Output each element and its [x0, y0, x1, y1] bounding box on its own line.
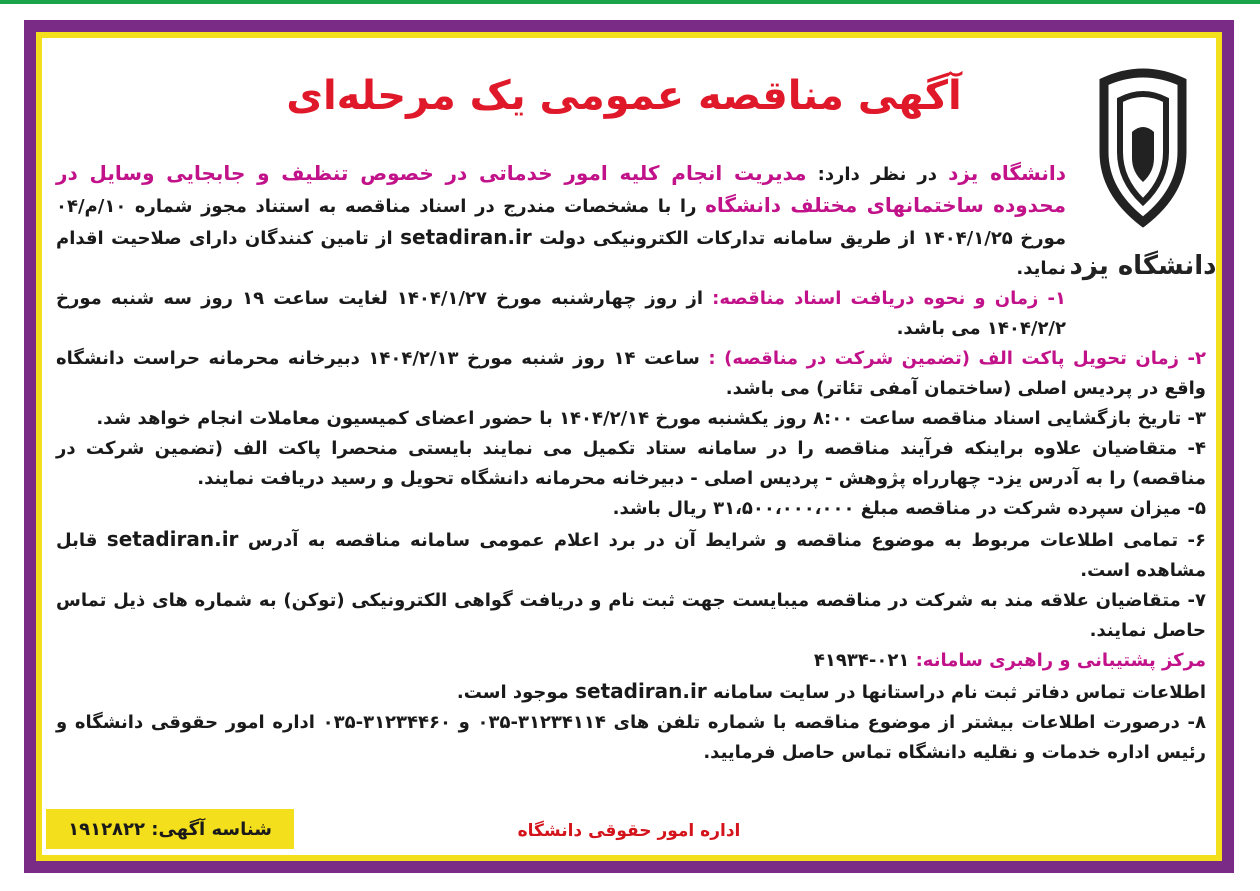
intro-mid: در نظر دارد: [806, 164, 949, 185]
org-name: دانشگاه یزد [948, 161, 1066, 185]
item-4: ۴- متقاضیان علاوه براینکه فرآیند مناقصه را در سامانه ستاد تکمیل می نمایند بایستی منحصرا پاکت الف (تضمین شرکت در مناقصه) را به آدرس یزد- چهارراه پژوهش - پردیس اصلی - دبیرخانه محرمانه دانشگاه تحویل و رسید دریافت نمایند. [56, 438, 1206, 489]
footer-signature: اداره امور حقوقی دانشگاه [517, 821, 741, 841]
item-1-head: ۱- زمان و نحوه دریافت اسناد مناقصه: [712, 288, 1066, 309]
item-3: ۳- تاریخ بازگشایی اسناد مناقصه ساعت ۸:۰۰ روز یکشنبه مورخ ۱۴۰۴/۲/۱۴ با حضور اعضای کمیسیون معاملات انجام خواهد شد. [96, 408, 1206, 429]
ad-frame [24, 20, 1234, 873]
contact-b: موجود است. [456, 682, 576, 703]
item-6-b: قابل مشاهده است. [56, 530, 1206, 581]
logo-caption: دانشگاه یزد [1069, 251, 1217, 281]
item-7: ۷- متقاضیان علاقه مند به شرکت در مناقصه میبایست جهت ثبت نام و دریافت گواهی الکترونیکی (توکن) به شماره های ذیل تماس حاصل نمایند. [56, 590, 1206, 641]
item-6 [56, 524, 1206, 586]
ad-inner-border [36, 32, 1222, 861]
tender-subject: مدیریت انجام کلیه امور خدماتی در خصوص تنظیف و جابجایی وسایل در محدوده ساختمانهای مختلف دانشگاه [56, 161, 1066, 217]
contact-site: setadiran.ir [575, 679, 707, 703]
ad-id-badge: شناسه آگهی: ۱۹۱۲۸۲۲ [46, 809, 294, 849]
support-center [56, 646, 1206, 676]
intro-end: از تامین کنندگان دارای صلاحیت اقدام نماید. [56, 228, 1066, 279]
item-2-head: ۲- زمان تحویل پاکت الف (تضمین شرکت در مناقصه) : [708, 348, 1206, 369]
top-accent-line [0, 0, 1260, 4]
item-2 [56, 344, 1206, 404]
intro-rest: را با مشخصات مندرج در اسناد مناقصه به استناد مجوز شماره ۱۰/م/۰۴ مورخ ۱۴۰۴/۱/۲۵ از طریق سامانه تدارکات الکترونیکی دولت [56, 196, 1067, 249]
item-5: ۵- میزان سپرده شرکت در مناقصه مبلغ ۳۱،۵۰۰،۰۰۰،۰۰۰ ریال باشد. [612, 498, 1206, 519]
item-2-text: ساعت ۱۴ روز شنبه مورخ ۱۴۰۴/۲/۱۳ دبیرخانه محرمانه حراست دانشگاه واقع در پردیس اصلی (ساختمان آمفی تئاتر) می باشد. [56, 348, 1206, 399]
ad-title: آگهی مناقصه عمومی یک مرحله‌ای [286, 73, 962, 119]
support-head: مرکز پشتیبانی و راهبری سامانه: [915, 650, 1206, 671]
item-1 [56, 284, 1066, 344]
item-6-a: ۶- تمامی اطلاعات مربوط به موضوع مناقصه و شرایط آن در برد اعلام عمومی سامانه مناقصه به آدرس [238, 530, 1207, 551]
intro-paragraph [56, 158, 1066, 284]
item-6-site: setadiran.ir [106, 527, 239, 551]
item-8: ۸- درصورت اطلاعات بیشتر از موضوع مناقصه با شماره تلفن های ۳۱۲۳۴۱۱۴-۰۳۵ و ۳۱۲۳۴۴۶۰-۰۳۵ اداره امور حقوقی دانشگاه و رئیس اداره خدمات و نقلیه دانشگاه تماس حاصل فرمایید. [56, 712, 1206, 763]
support-phone: ۰۲۱-۴۱۹۳۴ [813, 650, 916, 671]
item-1-text: از روز چهارشنبه مورخ ۱۴۰۴/۱/۲۷ لغایت ساعت ۱۹ روز سه شنبه مورخ ۱۴۰۴/۲/۲ می باشد. [56, 288, 1066, 339]
contact-a: اطلاعات تماس دفاتر ثبت نام دراستانها در سایت سامانه [706, 682, 1206, 703]
contact-info [56, 676, 1206, 708]
ad-body [56, 158, 1206, 768]
setad-site: setadiran.ir [400, 225, 532, 249]
